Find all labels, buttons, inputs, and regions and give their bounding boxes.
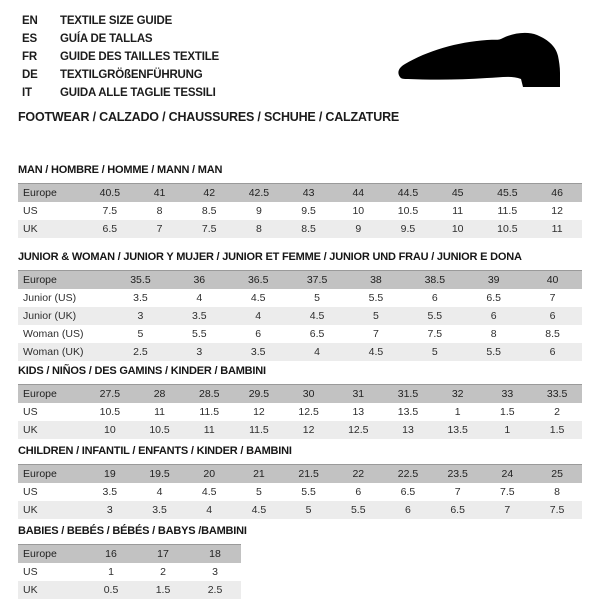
table-row: [18, 403, 582, 421]
size-cell: 12: [284, 421, 334, 439]
size-cell: 5.5: [333, 501, 383, 519]
size-cell: 8: [532, 483, 582, 501]
language-code: FR: [22, 51, 37, 63]
size-cell: 3: [170, 343, 229, 361]
size-cell: 18: [189, 545, 241, 564]
size-cell: 1.5: [532, 421, 582, 439]
size-cell: 5: [347, 307, 406, 325]
size-cell: 19.5: [135, 465, 185, 484]
size-cell: 38: [347, 271, 406, 290]
row-label: US: [18, 563, 85, 581]
size-cell: 40.5: [85, 184, 135, 203]
table-row: [18, 220, 582, 238]
size-cell: 9: [333, 220, 383, 238]
size-cell: 1.5: [483, 403, 533, 421]
size-cell: 3.5: [135, 501, 185, 519]
size-cell: 46: [532, 184, 582, 203]
size-cell: 7.5: [184, 220, 234, 238]
size-cell: 4: [184, 501, 234, 519]
section-junior-woman: [18, 251, 582, 361]
section-babies: [18, 525, 247, 599]
table-row: [18, 343, 582, 361]
size-cell: 11.5: [483, 202, 533, 220]
size-cell: 3.5: [229, 343, 288, 361]
size-cell: 7: [135, 220, 185, 238]
language-list: [22, 12, 219, 102]
row-label: Woman (US): [18, 325, 111, 343]
language-row: [22, 66, 219, 84]
size-cell: 6.5: [433, 501, 483, 519]
size-cell: 4.5: [288, 307, 347, 325]
size-cell: 9: [234, 202, 284, 220]
size-cell: 11: [184, 421, 234, 439]
size-cell: 6: [464, 307, 523, 325]
table-row: [18, 202, 582, 220]
size-cell: 44.5: [383, 184, 433, 203]
size-cell: 11: [135, 403, 185, 421]
row-label: Europe: [18, 545, 85, 564]
section-man: [18, 164, 582, 238]
table-row: [18, 563, 241, 581]
size-cell: 33.5: [532, 385, 582, 404]
row-label: UK: [18, 581, 85, 599]
size-cell: 7.5: [532, 501, 582, 519]
size-cell: 3.5: [85, 483, 135, 501]
size-cell: 1: [433, 403, 483, 421]
size-cell: 0.5: [85, 581, 137, 599]
table-row: [18, 307, 582, 325]
size-cell: 6: [229, 325, 288, 343]
size-table-man: [18, 183, 582, 238]
size-cell: 25: [532, 465, 582, 484]
size-cell: 6: [333, 483, 383, 501]
size-cell: 20: [184, 465, 234, 484]
size-cell: 4.5: [347, 343, 406, 361]
size-cell: 19: [85, 465, 135, 484]
shoe-icon-svg: [395, 30, 573, 98]
size-cell: 5: [111, 325, 170, 343]
size-cell: 2.5: [189, 581, 241, 599]
size-cell: 10: [333, 202, 383, 220]
row-label: Junior (US): [18, 289, 111, 307]
row-label: Europe: [18, 271, 111, 290]
size-cell: 10: [433, 220, 483, 238]
size-cell: 2.5: [111, 343, 170, 361]
table-row: [18, 421, 582, 439]
row-label: US: [18, 403, 85, 421]
size-cell: 8.5: [523, 325, 582, 343]
size-table-kids: [18, 384, 582, 439]
size-cell: 13.5: [383, 403, 433, 421]
table-row: [18, 501, 582, 519]
size-cell: 12: [532, 202, 582, 220]
size-cell: 22: [333, 465, 383, 484]
size-cell: 8: [135, 202, 185, 220]
size-cell: 3: [111, 307, 170, 325]
language-row: [22, 84, 219, 102]
size-cell: 5.5: [405, 307, 464, 325]
size-cell: 2: [532, 403, 582, 421]
table-row: [18, 184, 582, 203]
size-cell: 31: [333, 385, 383, 404]
size-cell: 5.5: [284, 483, 334, 501]
language-code: ES: [22, 33, 37, 45]
language-code: IT: [22, 87, 32, 99]
size-table-children: [18, 464, 582, 519]
size-cell: 42: [184, 184, 234, 203]
size-cell: 11.5: [234, 421, 284, 439]
size-cell: 28.5: [184, 385, 234, 404]
size-cell: 10: [85, 421, 135, 439]
row-label: Woman (UK): [18, 343, 111, 361]
language-label: TEXTILGRÖßENFÜHRUNG: [60, 69, 203, 81]
row-label: Europe: [18, 385, 85, 404]
size-cell: 8: [234, 220, 284, 238]
size-cell: 31.5: [383, 385, 433, 404]
table-row: [18, 385, 582, 404]
table-title: BABIES / BEBÉS / BÉBÉS / BABYS /BAMBINI: [18, 525, 247, 537]
size-cell: 4: [229, 307, 288, 325]
size-cell: 10.5: [483, 220, 533, 238]
size-cell: 42.5: [234, 184, 284, 203]
size-cell: 8: [464, 325, 523, 343]
size-cell: 6: [383, 501, 433, 519]
size-cell: 5: [284, 501, 334, 519]
table-row: [18, 483, 582, 501]
row-label: UK: [18, 220, 85, 238]
size-cell: 4.5: [229, 289, 288, 307]
size-cell: 7: [433, 483, 483, 501]
row-label: UK: [18, 421, 85, 439]
size-cell: 3: [85, 501, 135, 519]
row-label: Europe: [18, 184, 85, 203]
row-label: Junior (UK): [18, 307, 111, 325]
size-cell: 12.5: [333, 421, 383, 439]
size-cell: 6: [523, 343, 582, 361]
table-row: [18, 325, 582, 343]
size-cell: 33: [483, 385, 533, 404]
size-cell: 45.5: [483, 184, 533, 203]
size-cell: 6.5: [288, 325, 347, 343]
size-cell: 6.5: [464, 289, 523, 307]
table-row: [18, 581, 241, 599]
size-table-junior-woman: [18, 270, 582, 361]
table-title: JUNIOR & WOMAN / JUNIOR Y MUJER / JUNIOR ET FEMME / JUNIOR UND FRAU / JUNIOR E DONA: [18, 251, 522, 263]
size-cell: 13: [333, 403, 383, 421]
row-label: UK: [18, 501, 85, 519]
size-cell: 9.5: [284, 202, 334, 220]
size-cell: 3.5: [111, 289, 170, 307]
table-title: CHILDREN / INFANTIL / ENFANTS / KINDER / BAMBINI: [18, 445, 292, 457]
size-cell: 1.5: [137, 581, 189, 599]
size-cell: 3: [189, 563, 241, 581]
shoe-icon: [395, 30, 573, 98]
size-cell: 28: [135, 385, 185, 404]
language-row: [22, 48, 219, 66]
size-cell: 4: [288, 343, 347, 361]
size-cell: 11: [433, 202, 483, 220]
section-kids: [18, 365, 582, 439]
size-cell: 41: [135, 184, 185, 203]
table-row: [18, 465, 582, 484]
size-cell: 12.5: [284, 403, 334, 421]
size-cell: 5: [405, 343, 464, 361]
size-cell: 10.5: [85, 403, 135, 421]
row-label: US: [18, 483, 85, 501]
row-label: US: [18, 202, 85, 220]
size-cell: 11.5: [184, 403, 234, 421]
size-cell: 4.5: [184, 483, 234, 501]
size-cell: 7.5: [483, 483, 533, 501]
table-title: KIDS / NIÑOS / DES GAMINS / KINDER / BAMBINI: [18, 365, 266, 377]
size-cell: 45: [433, 184, 483, 203]
size-cell: 39: [464, 271, 523, 290]
language-label: GUIDA ALLE TAGLIE TESSILI: [60, 87, 216, 99]
size-cell: 10.5: [383, 202, 433, 220]
size-cell: 43: [284, 184, 334, 203]
language-label: TEXTILE SIZE GUIDE: [60, 15, 173, 27]
size-cell: 40: [523, 271, 582, 290]
size-cell: 10.5: [135, 421, 185, 439]
language-label: GUIDE DES TAILLES TEXTILE: [60, 51, 219, 63]
size-cell: 5.5: [464, 343, 523, 361]
size-cell: 4: [135, 483, 185, 501]
size-cell: 6.5: [85, 220, 135, 238]
table-row: [18, 271, 582, 290]
language-code: EN: [22, 15, 38, 27]
size-cell: 7: [483, 501, 533, 519]
size-cell: 1: [85, 563, 137, 581]
size-cell: 36.5: [229, 271, 288, 290]
size-cell: 17: [137, 545, 189, 564]
size-cell: 6.5: [383, 483, 433, 501]
size-cell: 7.5: [85, 202, 135, 220]
size-cell: 23.5: [433, 465, 483, 484]
size-cell: 29.5: [234, 385, 284, 404]
size-cell: 24: [483, 465, 533, 484]
size-cell: 8.5: [184, 202, 234, 220]
size-cell: 1: [483, 421, 533, 439]
size-cell: 7: [523, 289, 582, 307]
size-cell: 30: [284, 385, 334, 404]
size-cell: 5.5: [170, 325, 229, 343]
category-heading: FOOTWEAR / CALZADO / CHAUSSURES / SCHUHE / CALZATURE: [18, 110, 400, 124]
size-cell: 9.5: [383, 220, 433, 238]
language-row: [22, 12, 219, 30]
size-cell: 4: [170, 289, 229, 307]
size-cell: 5: [234, 483, 284, 501]
size-cell: 22.5: [383, 465, 433, 484]
size-cell: 7: [347, 325, 406, 343]
size-cell: 21.5: [284, 465, 334, 484]
row-label: Europe: [18, 465, 85, 484]
size-cell: 13: [383, 421, 433, 439]
size-cell: 6: [523, 307, 582, 325]
size-cell: 6: [405, 289, 464, 307]
size-cell: 38.5: [405, 271, 464, 290]
size-cell: 8.5: [284, 220, 334, 238]
size-cell: 4.5: [234, 501, 284, 519]
size-cell: 37.5: [288, 271, 347, 290]
size-cell: 5.5: [347, 289, 406, 307]
language-label: GUÍA DE TALLAS: [60, 33, 153, 45]
size-cell: 3.5: [170, 307, 229, 325]
size-cell: 13.5: [433, 421, 483, 439]
size-cell: 21: [234, 465, 284, 484]
size-cell: 12: [234, 403, 284, 421]
size-cell: 2: [137, 563, 189, 581]
table-title: MAN / HOMBRE / HOMME / MANN / MAN: [18, 164, 223, 176]
size-cell: 7.5: [405, 325, 464, 343]
size-cell: 44: [333, 184, 383, 203]
size-cell: 32: [433, 385, 483, 404]
table-row: [18, 289, 582, 307]
size-cell: 5: [288, 289, 347, 307]
size-cell: 16: [85, 545, 137, 564]
size-cell: 11: [532, 220, 582, 238]
table-row: [18, 545, 241, 564]
section-children: [18, 445, 582, 519]
language-row: [22, 30, 219, 48]
size-table-babies: [18, 544, 241, 599]
size-cell: 35.5: [111, 271, 170, 290]
size-cell: 27.5: [85, 385, 135, 404]
size-cell: 36: [170, 271, 229, 290]
language-code: DE: [22, 69, 38, 81]
